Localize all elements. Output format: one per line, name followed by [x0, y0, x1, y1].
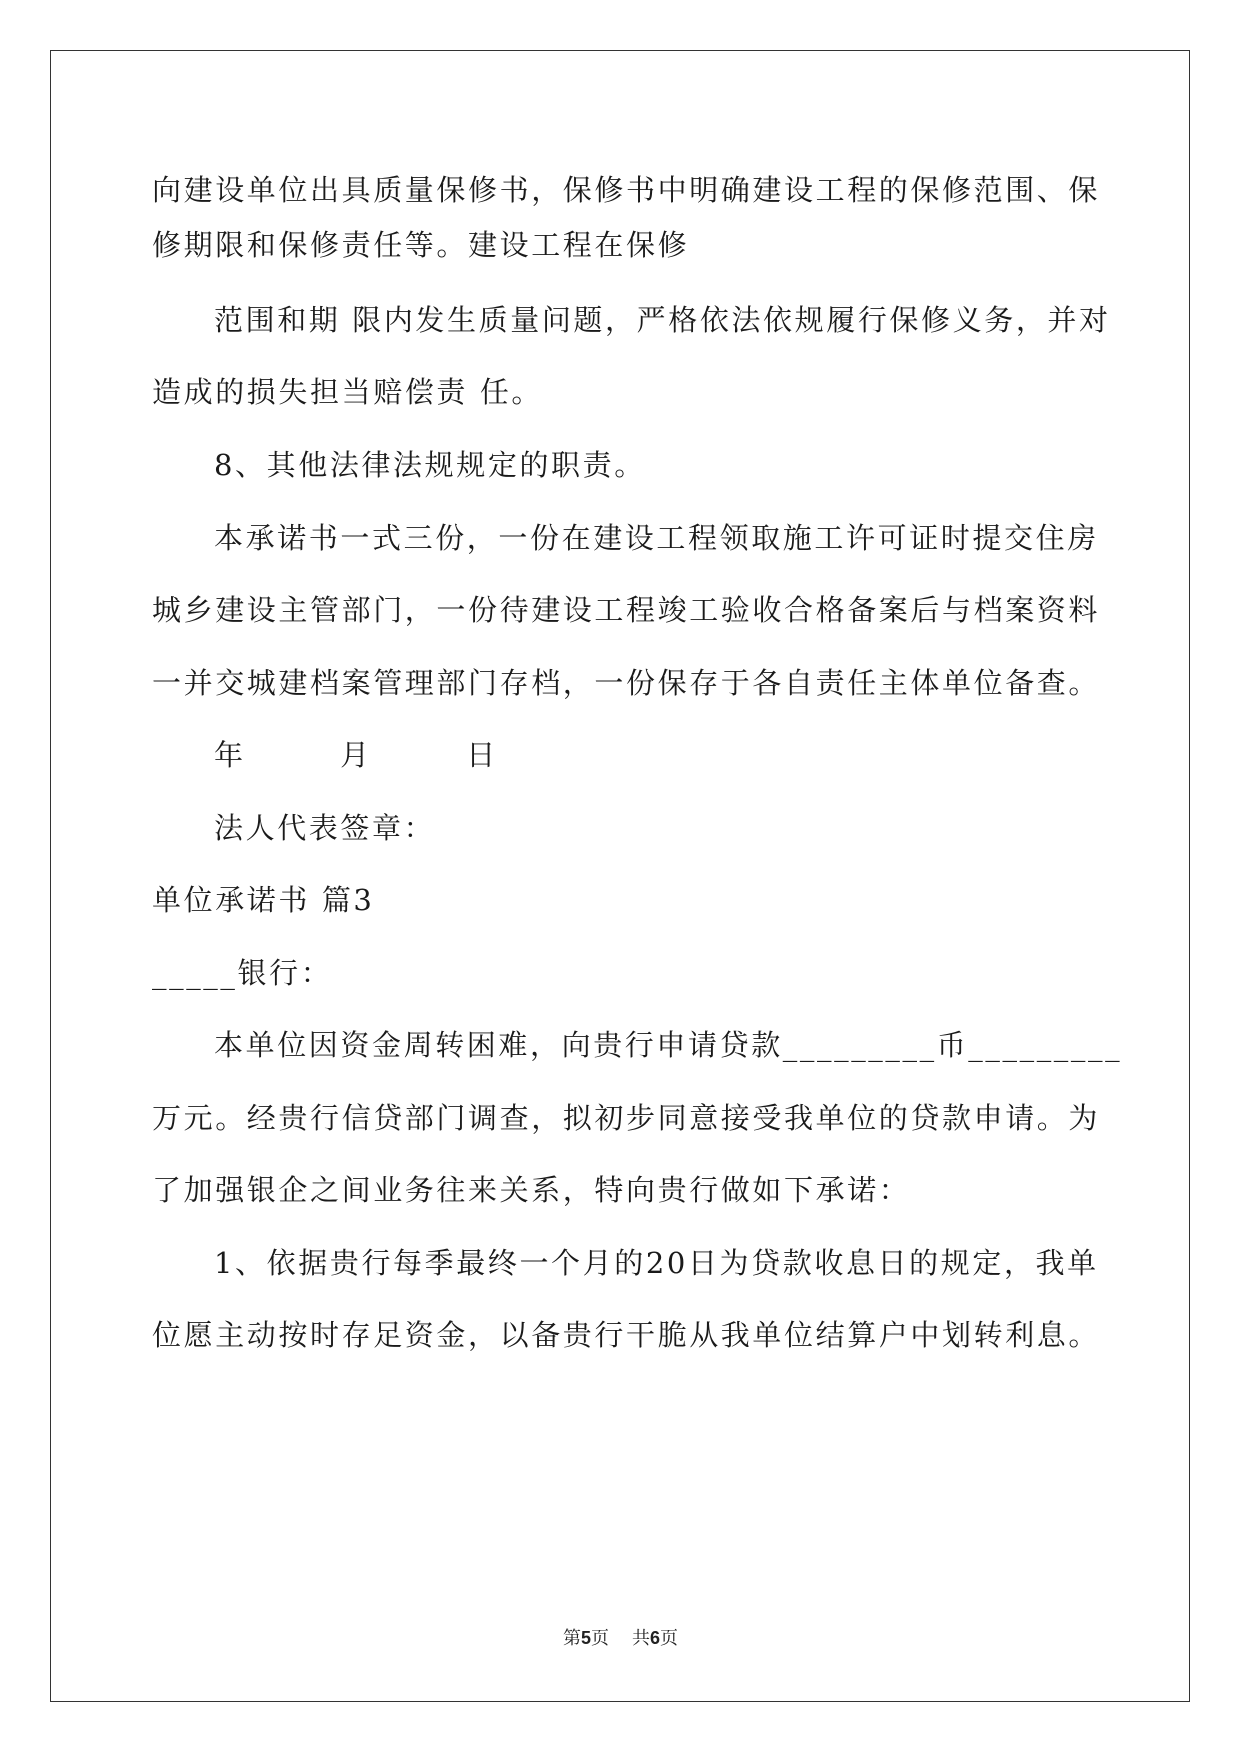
signature-line: 法人代表签章： [214, 811, 436, 845]
paragraph-line: 本单位因资金周转困难，向贵行申请贷款_________币_________ [214, 1028, 1123, 1062]
current-page-number: 5 [581, 1628, 592, 1648]
section-heading: 单位承诺书 篇3 [152, 883, 375, 917]
paragraph-line: 范围和期 限内发生质量问题，严格依法依规履行保修义务，并对 [214, 303, 1111, 337]
page-footer [0, 1626, 1241, 1651]
paragraph-line: 修期限和保修责任等。建设工程在保修 [152, 228, 690, 262]
paragraph-line: 位愿主动按时存足资金，以备贵行干脆从我单位结算户中划转利息。 [152, 1318, 1101, 1352]
page-border [50, 50, 1190, 1702]
footer-prefix: 第 [563, 1628, 582, 1649]
paragraph-line: 向建设单位出具质量保修书，保修书中明确建设工程的保修范围、保 [152, 173, 1101, 207]
paragraph-line: 了加强银企之间业务往来关系，特向贵行做如下承诺： [152, 1173, 911, 1207]
paragraph-line: 造成的损失担当赔偿责 任。 [152, 375, 544, 409]
paragraph-line: 万元。经贵行信贷部门调查，拟初步同意接受我单位的贷款申请。为 [152, 1101, 1101, 1135]
footer-total-word: 页 [659, 1628, 678, 1649]
paragraph-line: 8、其他法律法规规定的职责。 [214, 448, 646, 482]
addressee-line: _____银行： [152, 956, 333, 990]
paragraph-line: 本承诺书一式三份，一份在建设工程领取施工许可证时提交住房 [214, 521, 1099, 555]
footer-total-prefix: 共 [631, 1628, 650, 1649]
date-line: 年 月 日 [214, 738, 498, 772]
paragraph-line: 1、依据贵行每季最终一个月的20日为贷款收息日的规定，我单 [214, 1246, 1099, 1280]
paragraph-line: 一并交城建档案管理部门存档，一份保存于各自责任主体单位备查。 [152, 666, 1101, 700]
total-pages-number: 6 [649, 1628, 660, 1648]
footer-page-word: 页 [591, 1628, 610, 1649]
paragraph-line: 城乡建设主管部门，一份待建设工程竣工验收合格备案后与档案资料 [152, 593, 1101, 627]
